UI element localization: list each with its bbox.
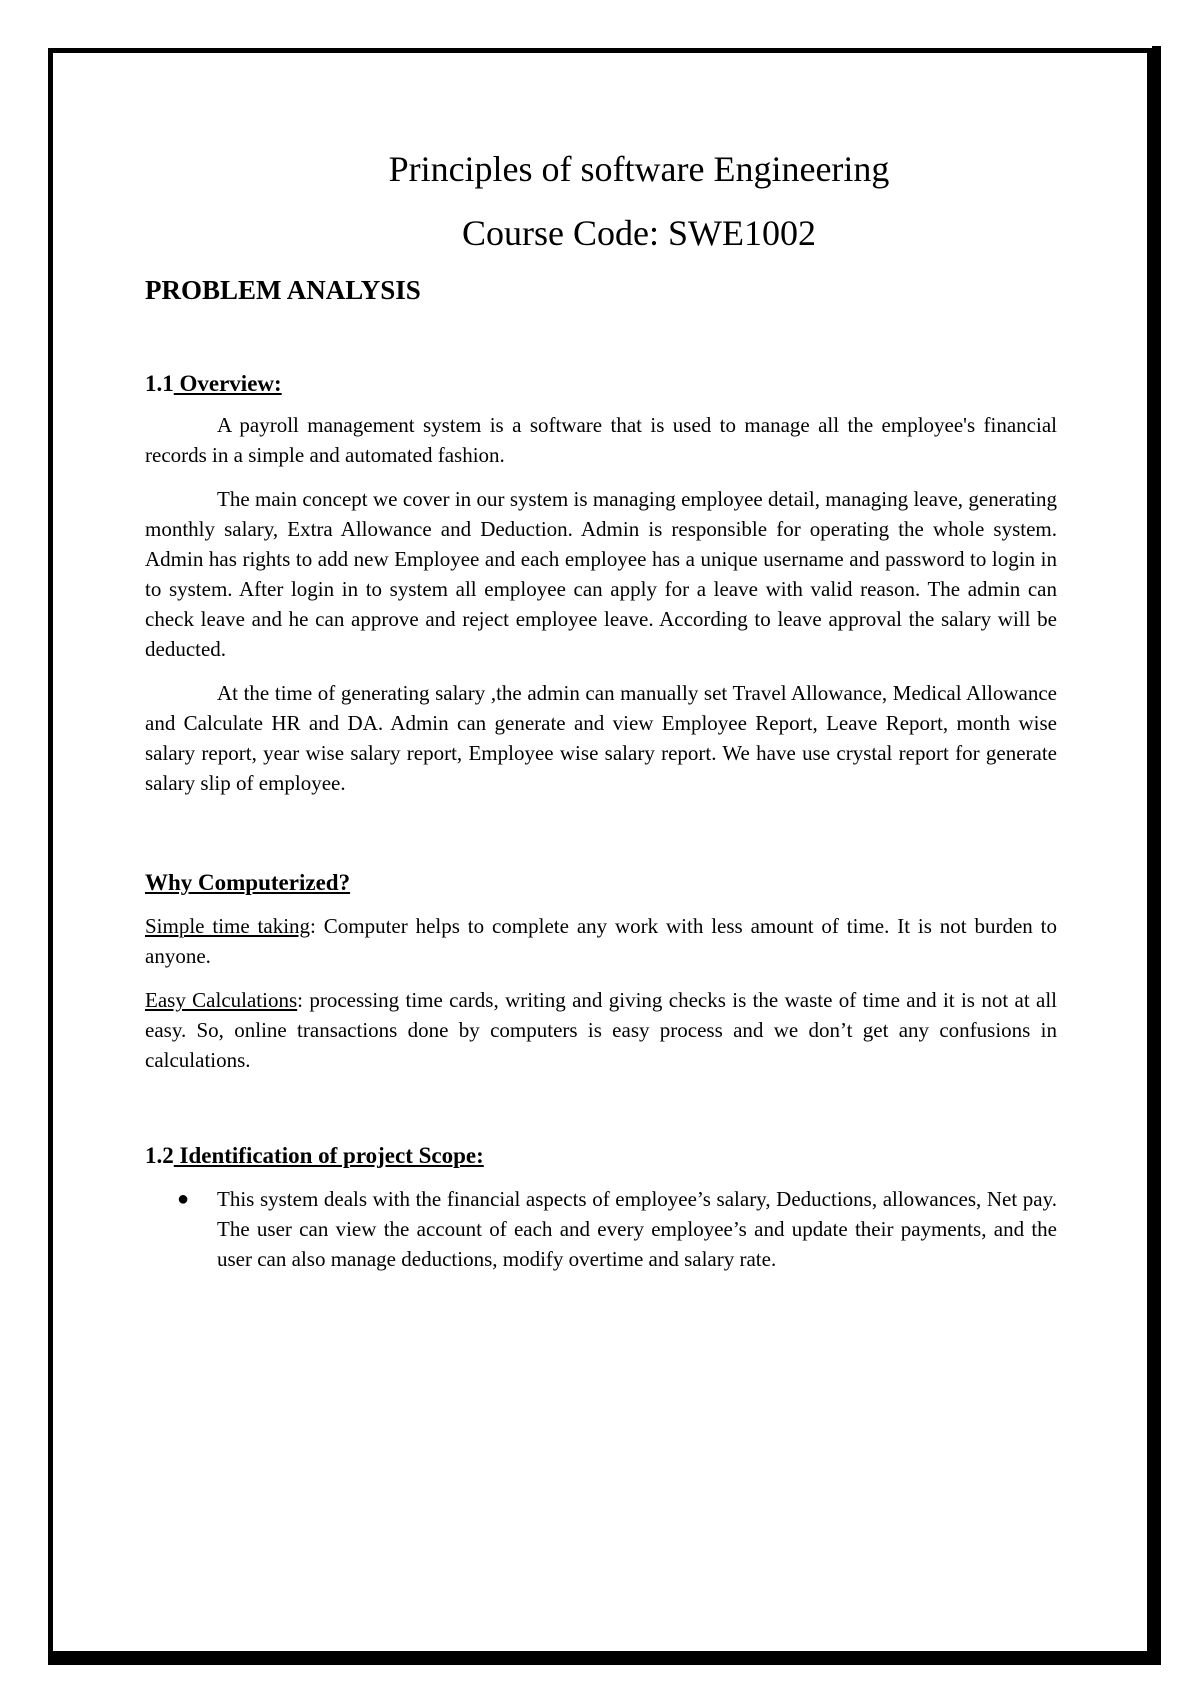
overview-paragraph: A payroll management system is a software that is used to manage all the employee's financial records in a simple and automated fashion. <box>145 413 1057 467</box>
why-item-term: Simple time taking <box>145 914 311 938</box>
scope-number: 1.2 <box>145 1143 174 1168</box>
why-computerized-heading-text: Why Computerized? <box>145 870 351 895</box>
scope-heading-text: Identification of project Scope: <box>173 1143 484 1168</box>
overview-heading-text: Overview: <box>173 371 282 396</box>
why-item <box>145 985 1057 1075</box>
section-title: PROBLEM ANALYSIS <box>145 275 421 305</box>
document-title: Principles of software Engineering <box>388 149 890 189</box>
why-item <box>145 911 1057 971</box>
document-body <box>145 140 1057 1274</box>
page-border-shadow-bottom <box>48 1656 1161 1665</box>
bullet-dot-icon: ● <box>177 1188 190 1210</box>
course-code: Course Code: SWE1002 <box>462 213 816 253</box>
scope-list <box>145 1184 1057 1274</box>
overview-number: 1.1 <box>145 371 174 396</box>
why-item-text: : Computer helps to complete any work with less amount of time. It is not burden to anyone. <box>145 914 1057 968</box>
why-item-term: Easy Calculations <box>145 988 298 1012</box>
overview-paragraph: At the time of generating salary ,the admin can manually set Travel Allowance, Medical Allowance and Calculate HR and DA. Admin can generate and view Employee Report, Leave Report, month wise salary report, year wise salary report, Employee wise salary report. We have use crystal report for generate salary slip of employee. <box>145 681 1057 795</box>
overview-heading <box>145 369 1057 399</box>
overview-paragraph: The main concept we cover in our system is managing employee detail, managing leave, generating monthly salary, Extra Allowance and Deduction. Admin is responsible for operating the whole system. Admin has rights to add new Employee and each employee has a unique username and password to login in to system. After login in to system all employee can apply for a leave with valid reason. The admin can check leave and he can approve and reject employee leave. According to leave approval the salary will be deducted. <box>145 487 1057 661</box>
scope-heading <box>145 1141 1057 1171</box>
why-item-text: : processing time cards, writing and giving checks is the waste of time and it is not at all easy. So, online transactions done by computers is easy process and we don’t get any confusions in calculations. <box>145 988 1057 1072</box>
why-computerized-heading <box>145 868 1057 898</box>
scope-list-item <box>177 1184 1057 1274</box>
scope-list-item-text: This system deals with the financial aspects of employee’s salary, Deductions, allowances, Net pay. The user can view the account of each and every employee’s and update their payments, and the user can also manage deductions, modify overtime and salary rate. <box>217 1187 1057 1271</box>
page-border-shadow-right <box>1152 46 1161 1665</box>
